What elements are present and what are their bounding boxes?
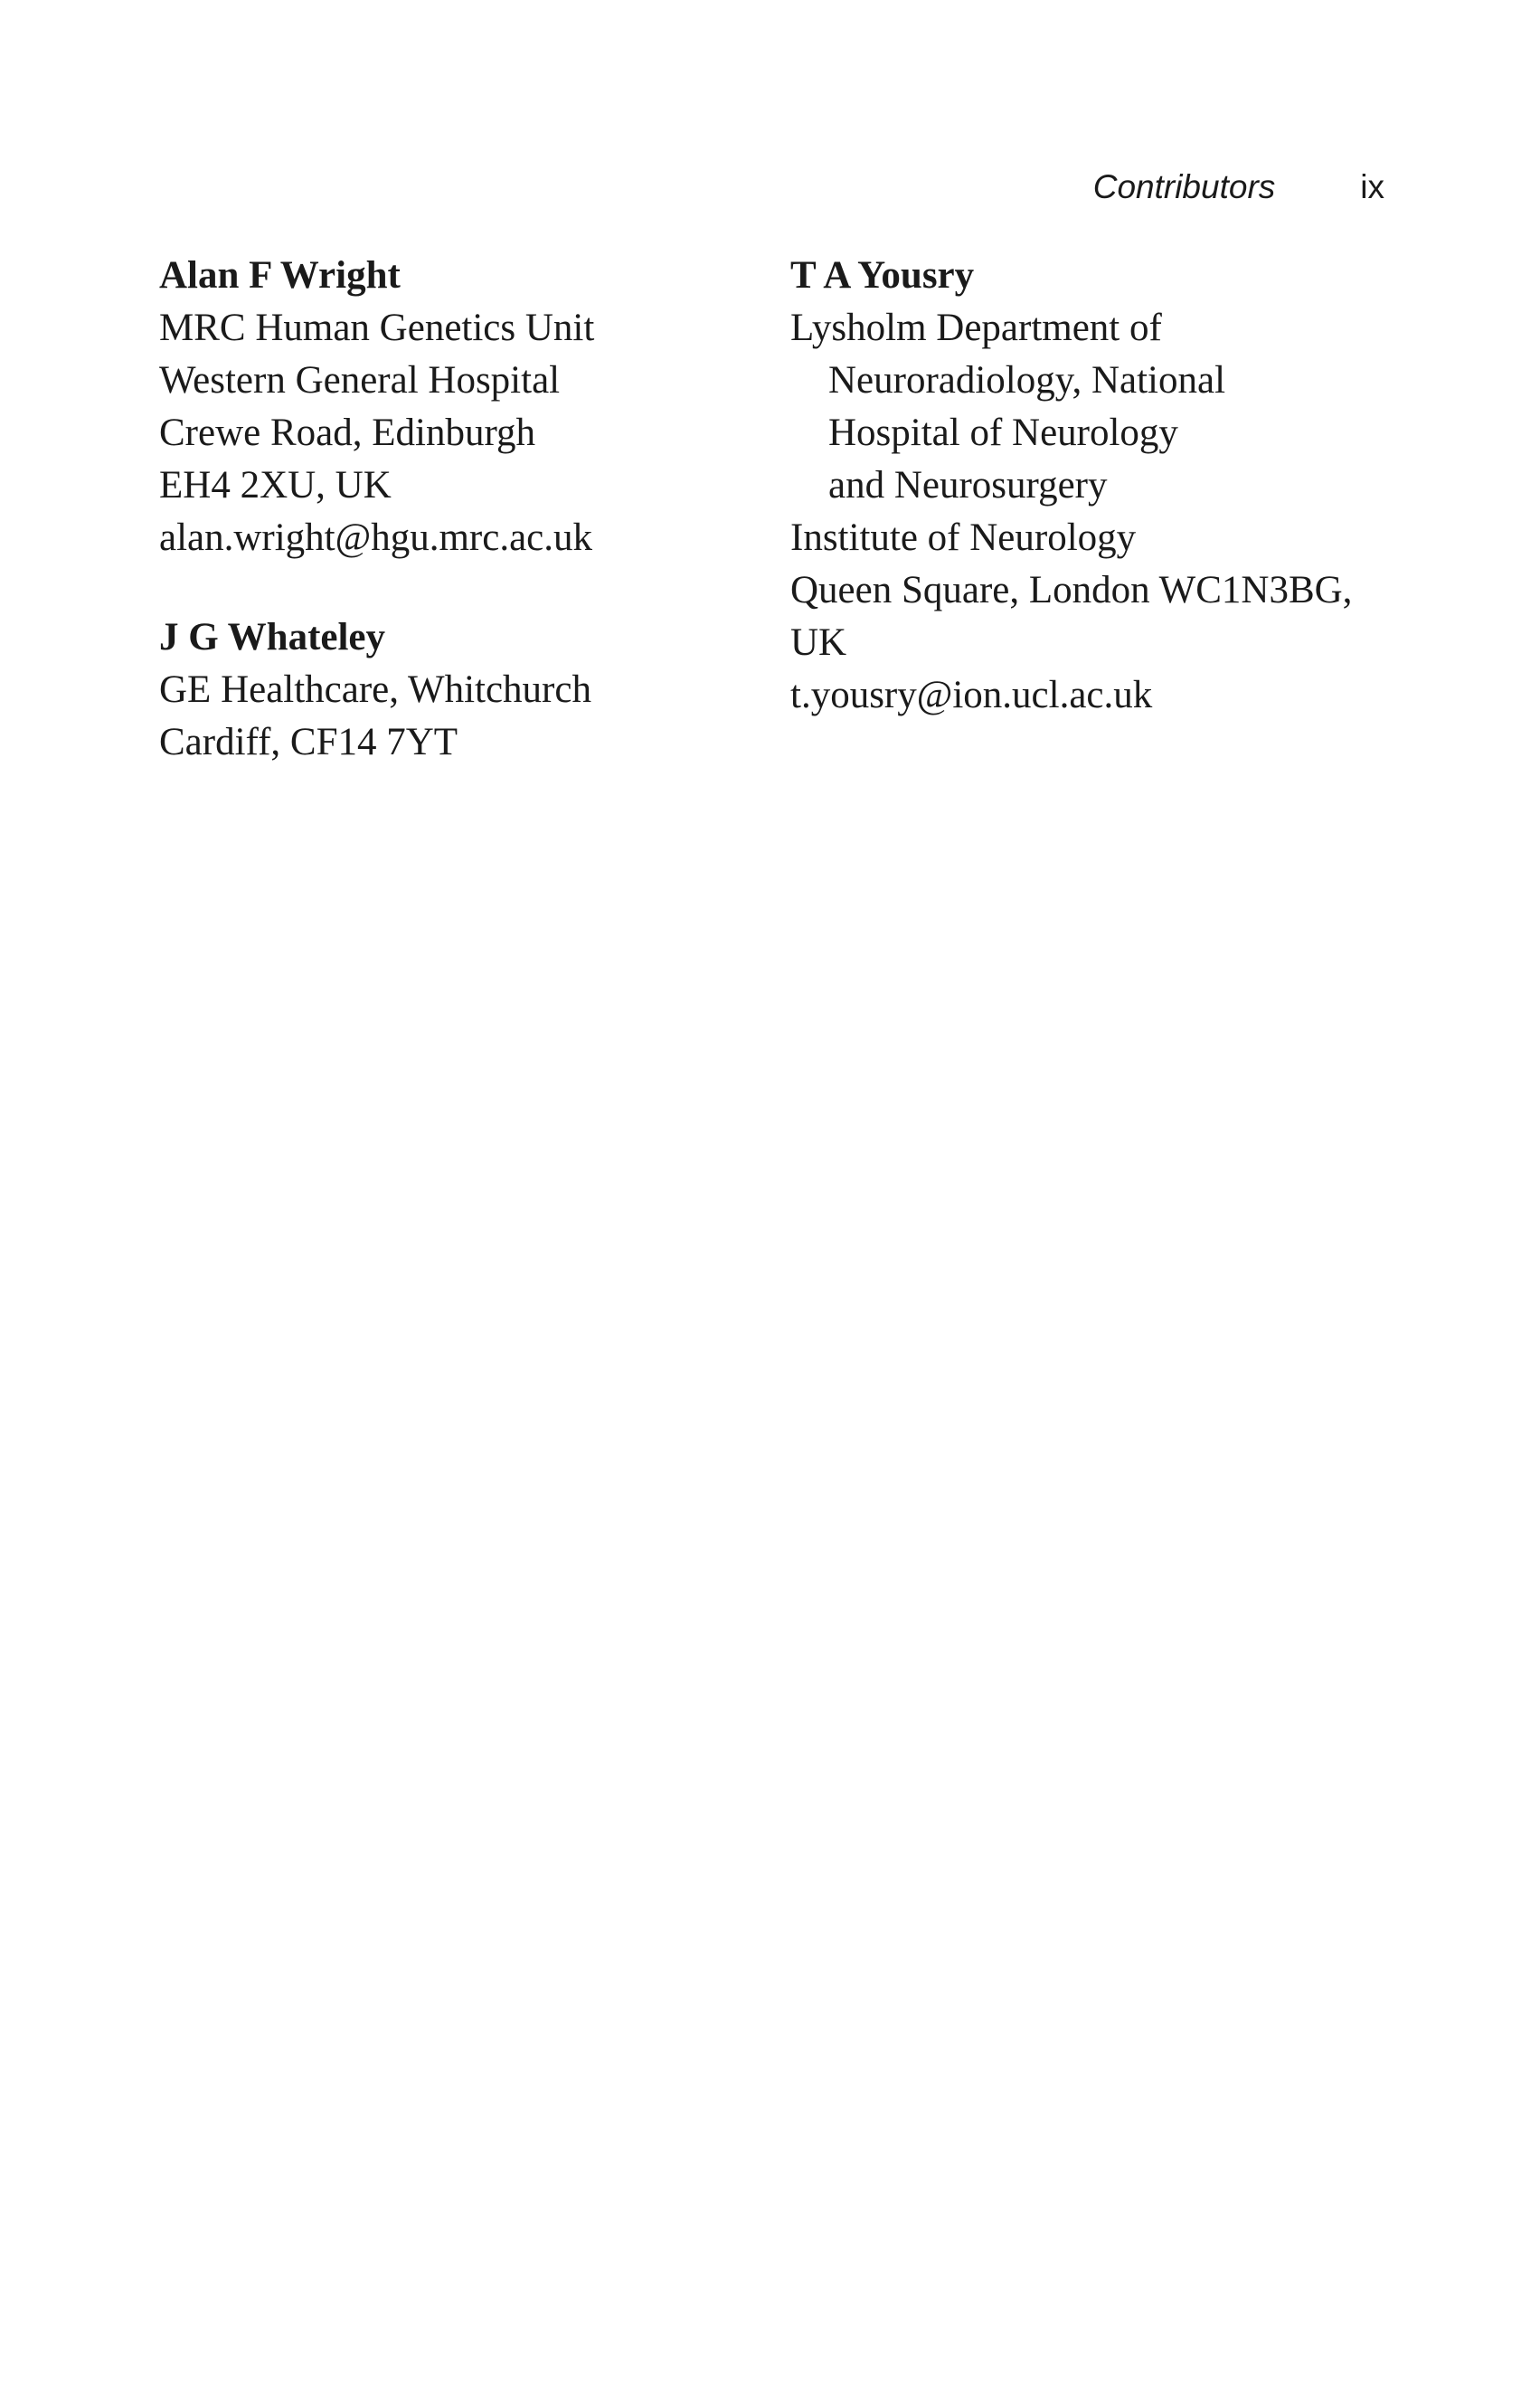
address-line: Institute of Neurology [790,516,1137,559]
address-line: Neuroradiology, National [828,359,1226,402]
contributor-entry [790,250,1441,722]
address-line: and Neurosurgery [828,464,1108,507]
address-line: MRC Human Genetics Unit [159,307,595,349]
address-line: GE Healthcare, Whitchurch [159,668,591,711]
email-address: alan.wright@hgu.mrc.ac.uk [159,516,593,559]
address-line: Western General Hospital [159,359,561,402]
email-address: t.yousry@ion.ucl.ac.uk [790,674,1153,716]
contributor-entry [159,250,747,564]
contributor-name: T A Yousry [790,254,975,297]
section-title: Contributors [1092,168,1276,205]
address-line: Crewe Road, Edinburgh [159,412,535,454]
address-line: UK [790,621,847,664]
running-head [1093,168,1384,206]
address-line: Lysholm Department of [790,307,1162,349]
contributor-name: J G Whateley [159,616,386,658]
contributors-left-column [159,250,747,816]
address-line: Cardiff, CF14 7YT [159,721,458,763]
address-line: EH4 2XU, UK [159,464,392,507]
contributors-right-column [790,250,1441,769]
contributor-entry [159,611,747,769]
address-line: Hospital of Neurology [828,412,1178,454]
contributor-name: Alan F Wright [159,254,401,297]
address-line: Queen Square, London WC1N3BG, [790,569,1353,611]
page-number: ix [1360,168,1384,205]
